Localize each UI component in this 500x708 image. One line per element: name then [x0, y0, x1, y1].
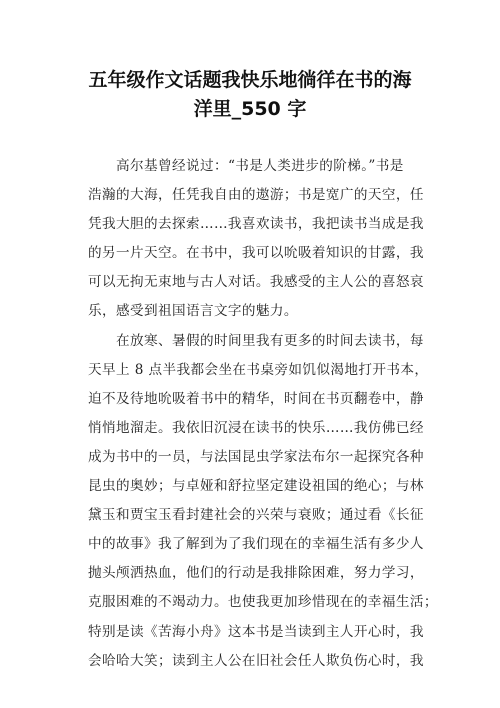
title-line-1: 五年级作文话题我快乐地徜徉在书的海	[88, 69, 412, 91]
body-line: 克服困难的不竭动力。也使我更加珍惜现在的幸福生活；	[88, 594, 438, 611]
body-line: 中的故事》我了解到为了我们现在的幸福生活有多少人	[88, 536, 424, 553]
body-line: 昆虫的奥妙；与卓娅和舒拉坚定建设祖国的绝心；与林	[88, 478, 424, 495]
title-line-2: 洋里_550 字	[193, 98, 307, 120]
body-line: 天早上 8 点半我都会坐在书桌旁如饥似渴地打开书本，	[88, 361, 429, 378]
body-line: 成为书中的一员，与法国昆虫学家法布尔一起探究各种	[88, 448, 424, 465]
body-line: 在放寒、暑假的时间里我有更多的时间去读书，每	[116, 332, 424, 349]
body-line: 凭我大胆的去探索……我喜欢读书，我把读书当成是我	[88, 216, 424, 233]
body-line: 的另一片天空。在书中，我可以吮吸着知识的甘露，我	[88, 245, 424, 262]
body-line: 特别是读《苦海小舟》这本书是当读到主人开心时，我	[88, 623, 424, 640]
body-line: 抛头颅洒热血，他们的行动是我排除困难，努力学习，	[88, 565, 424, 582]
body-line: 迫不及待地吮吸着书中的精华，时间在书页翻卷中，静	[88, 390, 424, 407]
body-line: 可以无拘无束地与古人对话。我感受的主人公的喜怒哀	[88, 274, 424, 291]
body-line: 乐，感受到祖国语言文字的魅力。	[88, 303, 298, 320]
body-line: 黛玉和贾宝玉看封建社会的兴荣与衰败；通过看《长征	[88, 507, 424, 524]
body-line: 悄悄地溜走。我依旧沉浸在读书的快乐……我仿佛已经	[88, 419, 424, 436]
body-line: 会哈哈大笑；读到主人公在旧社会任人欺负伤心时，我	[88, 652, 424, 669]
body-line: 浩瀚的大海，任凭我自由的遨游；书是宽广的天空，任	[88, 187, 424, 204]
document-title	[60, 66, 440, 124]
body-line: 高尔基曾经说过：“书是人类进步的阶梯。”书是	[116, 158, 404, 174]
article-body	[88, 156, 438, 680]
